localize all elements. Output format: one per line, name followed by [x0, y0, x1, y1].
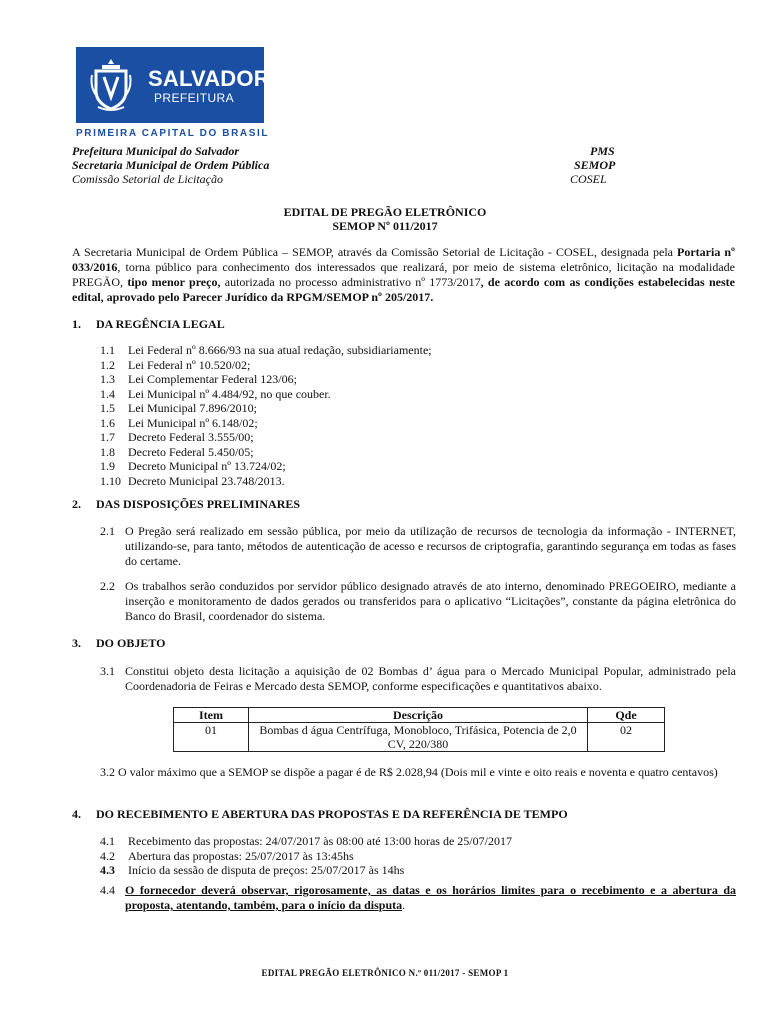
header-left-line-3: Comissão Setorial de Licitação [72, 172, 223, 186]
item-text: Recebimento das propostas: 24/07/2017 às 08:00 até 13:00 horas de 25/07/2017 [128, 834, 512, 848]
logo-tagline: PRIMEIRA CAPITAL DO BRASIL [76, 128, 270, 139]
list-item [100, 387, 432, 402]
warning-text: O fornecedor deverá observar, rigorosamente, as datas e os horários limites para o recebimento e a abertura da proposta, atentando, também, para o início da disputa [125, 883, 736, 912]
list-item [100, 430, 432, 445]
paragraph-2-2 [100, 579, 736, 624]
item-number: 1.5 [100, 401, 115, 415]
list-item [100, 401, 432, 416]
list-item [100, 372, 432, 387]
intro-text-2: , torna público para conhecimento dos interessados que realizará, por meio de sistema eletrônico, licitação na modalidade PREGÃO, [72, 260, 735, 289]
warning-tail: . [402, 898, 406, 912]
item-number: 1.1 [100, 343, 115, 357]
intro-text-3: autorizada no processo administrativo nº 1773/2017 [220, 275, 481, 289]
item-text: Decreto Municipal 23.748/2013. [128, 473, 285, 488]
item-text: Início da sessão de disputa de preços: 25/07/2017 às 14hs [128, 863, 405, 877]
header-left-line-2: Secretaria Municipal de Ordem Pública [72, 158, 270, 172]
item-number: 1.8 [100, 444, 115, 459]
schedule-list [100, 834, 512, 878]
list-item [100, 474, 432, 489]
paragraph-4-4 [100, 883, 736, 913]
section-title: DA REGÊNCIA LEGAL [96, 317, 225, 331]
item-text: Constitui objeto desta licitação a aquisição de 02 Bombas d’ água para o Mercado Municipal Popular, administrado pela Coordenadoria de Feiras e Mercado desta SEMOP, conforme especificações e quantitativos abaixo. [125, 664, 736, 693]
page-footer: EDITAL PREGÃO ELETRÔNICO N.º 011/2017 - SEMOP 1 [261, 968, 509, 978]
section-title: DO RECEBIMENTO E ABERTURA DAS PROPOSTAS E DA REFERÊNCIA DE TEMPO [96, 807, 568, 821]
list-item [100, 358, 432, 373]
paragraph-3-2: 3.2 O valor máximo que a SEMOP se dispõe a pagar é de R$ 2.028,94 (Dois mil e vinte e oito reais e noventa e quatro centavos) [100, 765, 718, 779]
list-item [100, 849, 512, 864]
logo-subtitle: PREFEITURA [154, 91, 235, 105]
document-number: SEMOP Nº 011/2017 [332, 219, 438, 233]
item-number: 3.1 [100, 664, 115, 678]
item-text: Lei Federal nº 8.666/93 na sua atual redação, subsidiariamente; [128, 343, 432, 357]
section-4-heading [72, 807, 568, 822]
section-number: 3. [72, 636, 81, 650]
intro-portaria: Portaria nº 033/2016 [72, 245, 735, 274]
column-header-qde: Qde [588, 708, 665, 723]
document-title: EDITAL DE PREGÃO ELETRÔNICO [283, 205, 487, 219]
item-text [125, 883, 736, 913]
header-right-line-1: PMS [590, 144, 615, 158]
item-number: 1.7 [100, 430, 115, 444]
header-right-line-3: COSEL [570, 172, 607, 186]
intro-conditions: , de acordo com as condições estabelecidas neste edital, aprovado pelo Parecer Jurídico da RPGM/SEMOP nº 205/2017. [72, 275, 736, 304]
items-table [173, 707, 665, 752]
table-row [174, 723, 665, 752]
table-cell: 01 [174, 723, 249, 752]
coat-of-arms-icon [90, 57, 132, 113]
section-3-heading [72, 636, 165, 651]
intro-text-1: A Secretaria Municipal de Ordem Pública – SEMOP, através da Comissão Setorial de Licitação - COSEL, designada pela [72, 245, 678, 259]
item-text: Abertura das propostas: 25/07/2017 às 13:45hs [128, 848, 354, 863]
item-number: 1.3 [100, 372, 115, 386]
salvador-logo [76, 47, 270, 123]
item-number: 2.1 [100, 524, 115, 538]
header-left-line-1: Prefeitura Municipal do Salvador [72, 144, 240, 158]
list-item [100, 863, 512, 878]
paragraph-3-1 [100, 664, 736, 694]
item-text: Lei Federal nº 10.520/02; [128, 357, 251, 372]
list-item [100, 834, 512, 849]
table-header-row [174, 708, 665, 723]
item-number: 1.2 [100, 357, 115, 372]
item-number: 1.4 [100, 386, 115, 401]
list-item [100, 343, 432, 358]
column-header-descricao: Descrição [249, 708, 588, 723]
item-number: 1.10 [100, 473, 121, 488]
item-number: 4.3 [100, 863, 115, 877]
section-title: DO OBJETO [96, 636, 166, 650]
header-right-line-2: SEMOP [574, 158, 616, 172]
section-number: 2. [72, 497, 81, 511]
intro-paragraph [72, 245, 735, 305]
logo-title: SALVADOR [148, 66, 270, 91]
list-item [100, 416, 432, 431]
list-item [100, 445, 432, 460]
item-text: Lei Municipal nº 6.148/02; [128, 415, 258, 430]
column-header-item: Item [174, 708, 249, 723]
paragraph-2-1 [100, 524, 736, 569]
list-item [100, 459, 432, 474]
item-text: Os trabalhos serão conduzidos por servidor público designado através de ato interno, denominado PREGOEIRO, mediante a inserção e monitoramento de dados gerados ou transferidos para o aplicativo “Licitações”, constante da página eletrônica do Banco do Brasil, coordenador do sistema. [125, 579, 736, 623]
item-number: 4.4 [100, 883, 115, 897]
item-text: O Pregão será realizado em sessão pública, por meio da utilização de recursos de tecnologia da informação - INTERNET, utilizando-se, para tanto, métodos de autenticação de acesso e recursos de criptografia, garantindo segurança em todas as fases do certame. [125, 524, 736, 568]
intro-tipo: tipo menor preço, [127, 275, 221, 289]
item-text: Decreto Federal 5.450/05; [128, 444, 254, 459]
section-number: 1. [72, 317, 81, 331]
section-1-heading [72, 317, 225, 332]
item-text: Lei Municipal 7.896/2010; [128, 401, 257, 415]
table-cell: Bombas d água Centrífuga, Monobloco, Trifásica, Potencia de 2,0 CV, 220/380 [249, 723, 588, 752]
legal-list [100, 343, 432, 488]
item-number: 4.1 [100, 834, 115, 848]
table-cell: 02 [588, 723, 665, 752]
item-number: 2.2 [100, 579, 115, 593]
item-text: Lei Municipal nº 4.484/92, no que couber. [128, 386, 331, 401]
item-text: Lei Complementar Federal 123/06; [128, 372, 297, 386]
item-text: Decreto Municipal nº 13.724/02; [128, 459, 286, 473]
section-title: DAS DISPOSIÇÕES PRELIMINARES [96, 497, 301, 511]
item-number: 1.6 [100, 415, 115, 430]
item-text: Decreto Federal 3.555/00; [128, 430, 254, 444]
item-number: 1.9 [100, 459, 115, 473]
section-2-heading [72, 497, 300, 512]
item-number: 4.2 [100, 848, 115, 863]
section-number: 4. [72, 807, 81, 821]
